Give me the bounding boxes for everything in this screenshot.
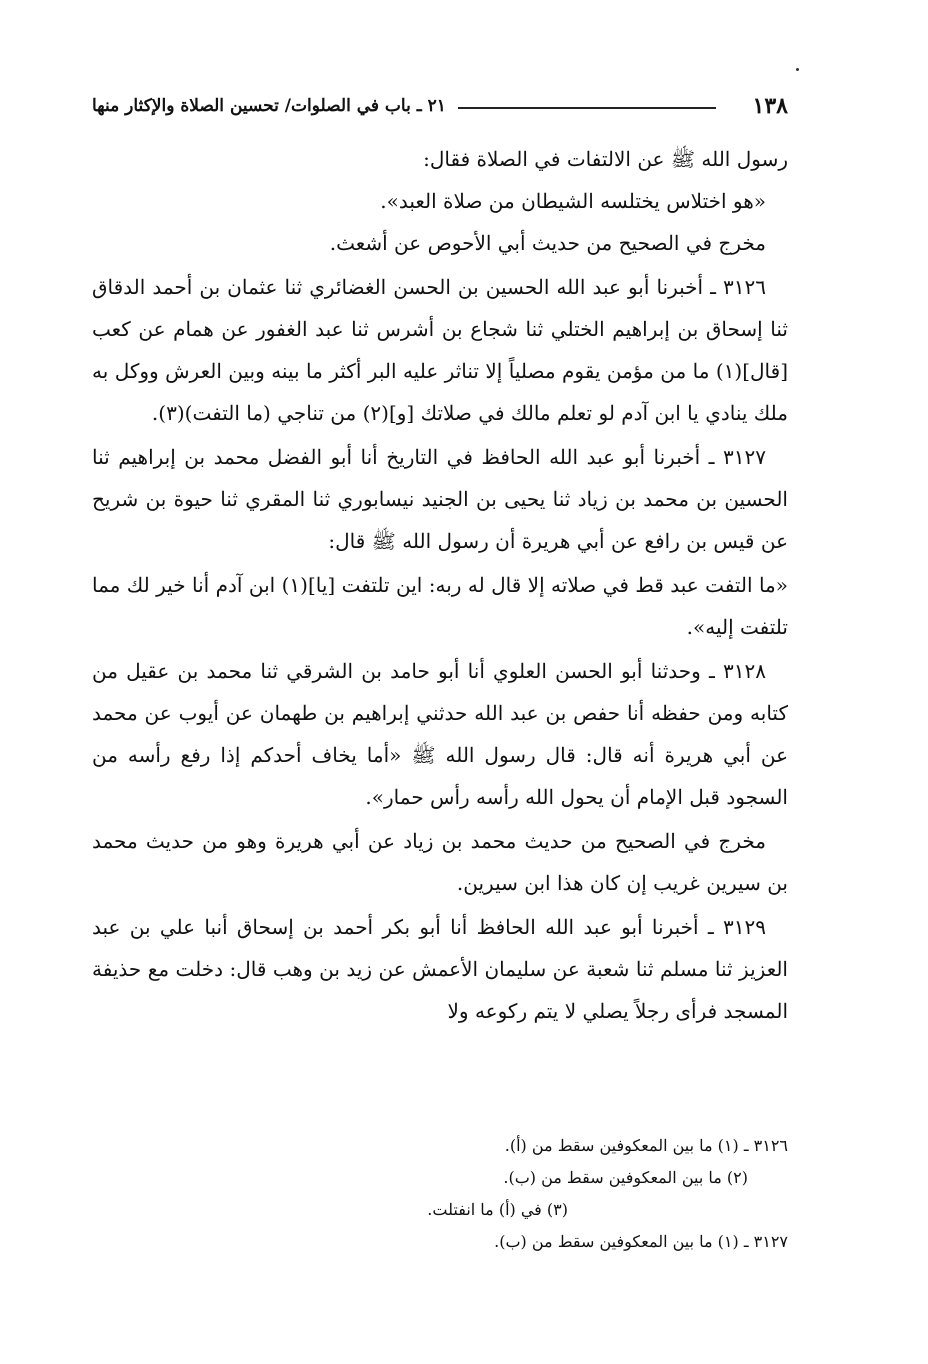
hadith-3127: ٣١٢٧ ـ أخبرنا أبو عبد الله الحافظ في التاريخ أنا أبو الفضل محمد بن إبراهيم ثنا الحسين بن محمد بن زياد ثنا يحيى بن الجنيد نيسابوري ثنا المقري ثنا حيوة بن شريح عن قيس بن رافع عن أبي هريرة أن رسول الله ﷺ قال: — [92, 445, 788, 553]
paragraph: مخرج في الصحيح من حديث محمد بن زياد عن أبي هريرة وهو من حديث محمد بن سيرين غريب إن كان هذا ابن سيرين. — [92, 829, 788, 895]
hadith-3128: ٣١٢٨ ـ وحدثنا أبو الحسن العلوي أنا أبو حامد بن الشرقي ثنا محمد بن عقيل من كتابه ومن حفظه أنا حفص بن عبد الله حدثني إبراهيم بن طهمان عن أيوب عن محمد عن أبي هريرة أنه قال: قال رسول الله ﷺ «أما يخاف أحدكم إذا رفع رأسه من السجود قبل الإمام أن يحول الله رأسه رأس حمار». — [92, 659, 788, 809]
footnotes — [92, 1130, 788, 1280]
hadith-quote: «هو اختلاس يختلسه الشيطان من صلاة العبد». — [380, 189, 766, 213]
print-speck — [796, 68, 799, 71]
footnote: (٣) في (أ) ما انفتلت. — [427, 1200, 568, 1219]
hadith-quote: «ما التفت عبد قط في صلاته إلا قال له ربه: اين تلتفت [يا](١) ابن آدم أنا خير لك مما تلتفت إليه». — [92, 573, 789, 639]
page-header — [92, 92, 788, 124]
footnote: ٣١٢٦ ـ (١) ما بين المعكوفين سقط من (أ). — [504, 1136, 788, 1155]
main-text — [92, 138, 788, 1116]
hadith-3126: ٣١٢٦ ـ أخبرنا أبو عبد الله الحسين بن الحسن الغضائري ثنا عثمان بن أحمد الدقاق ثنا إسحاق بن إبراهيم الختلي ثنا شجاع بن أشرس ثنا عبد الغفور عن همام عن كعب [قال](١) ما من مؤمن يقوم مصلياً إلا تناثر عليه البر أكثر ما بينه وبين العرش ووكل به ملك ينادي يا ابن آدم لو تعلم مالك في صلاتك [و](٢) من تناجي (ما التفت)(٣). — [92, 275, 788, 425]
paragraph: مخرج في الصحيح من حديث أبي الأحوص عن أشعث. — [329, 231, 766, 255]
paragraph: رسول الله ﷺ عن الالتفات في الصلاة فقال: — [423, 147, 788, 171]
footnote: (٢) ما بين المعكوفين سقط من (ب). — [503, 1168, 748, 1187]
header-rule — [458, 107, 716, 109]
page-number: ١٣٨ — [752, 93, 788, 119]
running-title: ٢١ ـ باب في الصلوات/ تحسين الصلاة والإكثار منها — [92, 96, 446, 116]
hadith-3129: ٣١٢٩ ـ أخبرنا أبو عبد الله الحافظ أنا أبو بكر أحمد بن إسحاق أنبا علي بن عبد العزيز ثنا مسلم ثنا شعبة عن سليمان الأعمش عن زيد بن وهب قال: دخلت مع حذيفة المسجد فرأى رجلاً يصلي لا يتم ركوعه ولا — [92, 915, 788, 1023]
footnote: ٣١٢٧ ـ (١) ما بين المعكوفين سقط من (ب). — [494, 1232, 788, 1251]
